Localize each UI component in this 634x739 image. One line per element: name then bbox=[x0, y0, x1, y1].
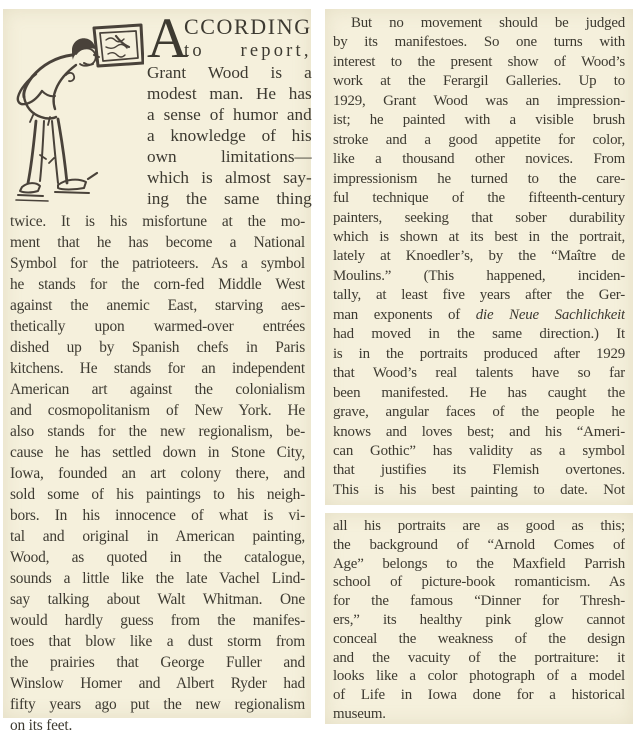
text-line: and cosmopolitanism of New York. He bbox=[10, 402, 305, 419]
text-line: dished up by Spanish chefs in Paris bbox=[10, 339, 305, 356]
text-line: by its manifestoes. So one turns with bbox=[333, 34, 625, 51]
text-line: This is his best painting to date. Not bbox=[333, 481, 625, 498]
text-line: knows and loves best; and his “Ameri- bbox=[333, 423, 625, 440]
text-line: American art against the colonialism bbox=[10, 381, 305, 398]
text-line: toes that blow like a dust storm from bbox=[10, 633, 305, 650]
text-line: been manifested. He has caught the bbox=[333, 384, 625, 401]
right-lines-a bbox=[333, 33, 625, 305]
text-line: Iowa, founded an art colony there, and bbox=[10, 465, 305, 482]
text-line: for the famous “Dinner for Thresh- bbox=[333, 593, 625, 610]
text-line: ful technique of the fifteenth-century bbox=[333, 190, 625, 207]
heading-line-2: to report, bbox=[184, 41, 312, 61]
text-line: a sense of humor and bbox=[147, 105, 312, 124]
text-line: Winslow Homer and Albert Ryder had bbox=[10, 675, 305, 692]
text-line: kitchens. He stands for an independent bbox=[10, 360, 305, 377]
text-line: which is shown at its best in the portrait, bbox=[333, 228, 625, 245]
text-line: of Life in Iowa done for a historical bbox=[333, 687, 625, 704]
intro-row bbox=[10, 7, 312, 209]
text-line: can Gothic” has validity as a symbol bbox=[333, 442, 625, 459]
left-last-line: on its feet. bbox=[10, 717, 73, 734]
text-line: ing the same thing bbox=[147, 189, 312, 208]
man-viewing-picture-illustration bbox=[10, 14, 144, 209]
right-block2-lines bbox=[333, 517, 625, 705]
text-line: that justifies its Flemish overtones. bbox=[333, 462, 625, 479]
text-line: Symbol for the patrioteers. As a symbol bbox=[10, 255, 305, 272]
text-line: had moved in the same direction.) It bbox=[333, 326, 625, 343]
left-body-lines bbox=[10, 211, 305, 736]
italic-line bbox=[333, 306, 625, 325]
text-line: is in the portraits produced after 1929 bbox=[333, 345, 625, 362]
text-line: sold some of his paintings to his neigh- bbox=[10, 486, 305, 503]
text-line: twice. It is his misfortune at the mo- bbox=[10, 213, 305, 230]
italic-line-prefix: man exponents of bbox=[333, 306, 476, 323]
intro-text bbox=[144, 7, 312, 209]
intro-lines bbox=[147, 62, 312, 209]
left-body-justified bbox=[10, 211, 305, 715]
text-line: work at the Ferargil Galleries. Up to bbox=[333, 73, 625, 90]
text-line: and the vacuity of the portraiture: it bbox=[333, 649, 625, 666]
text-line: painters, seeking that sober durability bbox=[333, 209, 625, 226]
text-line: tally, at least five years after the Ger- bbox=[333, 287, 625, 304]
text-line: impressionism he turned to the care- bbox=[333, 170, 625, 187]
text-line: own limitations— bbox=[147, 147, 312, 166]
text-line: ers,” its healthy pink glow cannot bbox=[333, 611, 625, 628]
opening-heading bbox=[147, 7, 312, 70]
text-line: Grant Wood is a bbox=[147, 63, 312, 82]
text-line: stroke and a good appetite for color, bbox=[333, 131, 625, 148]
text-line: Wood, as quoted in the catalogue, bbox=[10, 549, 305, 566]
right-column-block-2 bbox=[325, 513, 633, 724]
text-line: looks like a color photograph of a model bbox=[333, 668, 625, 685]
text-line: lately at Knoedler’s, by the “Maître de bbox=[333, 248, 625, 265]
heading-line-1: CCORDING bbox=[184, 14, 312, 39]
text-line: conceal the weakness of the design bbox=[333, 630, 625, 647]
text-line: interest to the present show of Wood’s bbox=[333, 53, 625, 70]
text-line: which is almost say- bbox=[147, 168, 312, 187]
text-line: against the anemic East, starving aes- bbox=[10, 297, 305, 314]
text-line: cause he has settled down in Stone City, bbox=[10, 444, 305, 461]
text-line: ist; he painted with a visible brush bbox=[333, 112, 625, 129]
dropcap-letter: A bbox=[147, 7, 189, 70]
text-line: tal and original in American painting, bbox=[10, 528, 305, 545]
text-line: all his portraits are as good as this; bbox=[333, 518, 625, 534]
text-line: Moulins.” (This happened, inciden- bbox=[333, 267, 625, 284]
text-line: bors. In his innocence of what is vi- bbox=[10, 507, 305, 524]
text-line: that Wood’s real talents have so far bbox=[333, 365, 625, 382]
text-line: modest man. He has bbox=[147, 84, 312, 103]
text-line: school of picture-book romanticism. As bbox=[333, 574, 625, 591]
text-line: sounds a little like the late Vachel Lind- bbox=[10, 570, 305, 587]
text-line: would hardly guess from the manifes- bbox=[10, 612, 305, 629]
text-line: Age” belongs to the Maxfield Parrish bbox=[333, 555, 625, 572]
text-line: grave, angular faces of the people he bbox=[333, 404, 625, 421]
text-line: the background of “Arnold Comes of bbox=[333, 536, 625, 553]
text-line: like a thousand other novices. From bbox=[333, 151, 625, 168]
right-column-block-1 bbox=[325, 9, 633, 505]
text-line: ment that he has become a National bbox=[10, 234, 305, 251]
right-last-line: museum. bbox=[333, 705, 386, 722]
text-line: the prairies that George Fuller and bbox=[10, 654, 305, 671]
left-column bbox=[3, 7, 312, 734]
text-line: 1929, Grant Wood was an impression- bbox=[333, 92, 625, 109]
text-line: he stands for the corn-fed Middle West bbox=[10, 276, 305, 293]
italic-phrase: die Neue Sachlichkeit bbox=[475, 306, 625, 323]
text-line: fifty years ago put the new regionalism bbox=[10, 696, 305, 713]
right-first-line: But no movement should be judged bbox=[351, 15, 625, 31]
text-line: say talking about Walt Whitman. One bbox=[10, 591, 305, 608]
text-line: a knowledge of his bbox=[147, 126, 312, 145]
right-lines-b bbox=[333, 325, 625, 500]
text-line: also stands for the new regionalism, be- bbox=[10, 423, 305, 440]
text-line: thetically upon warmed-over entrées bbox=[10, 318, 305, 335]
